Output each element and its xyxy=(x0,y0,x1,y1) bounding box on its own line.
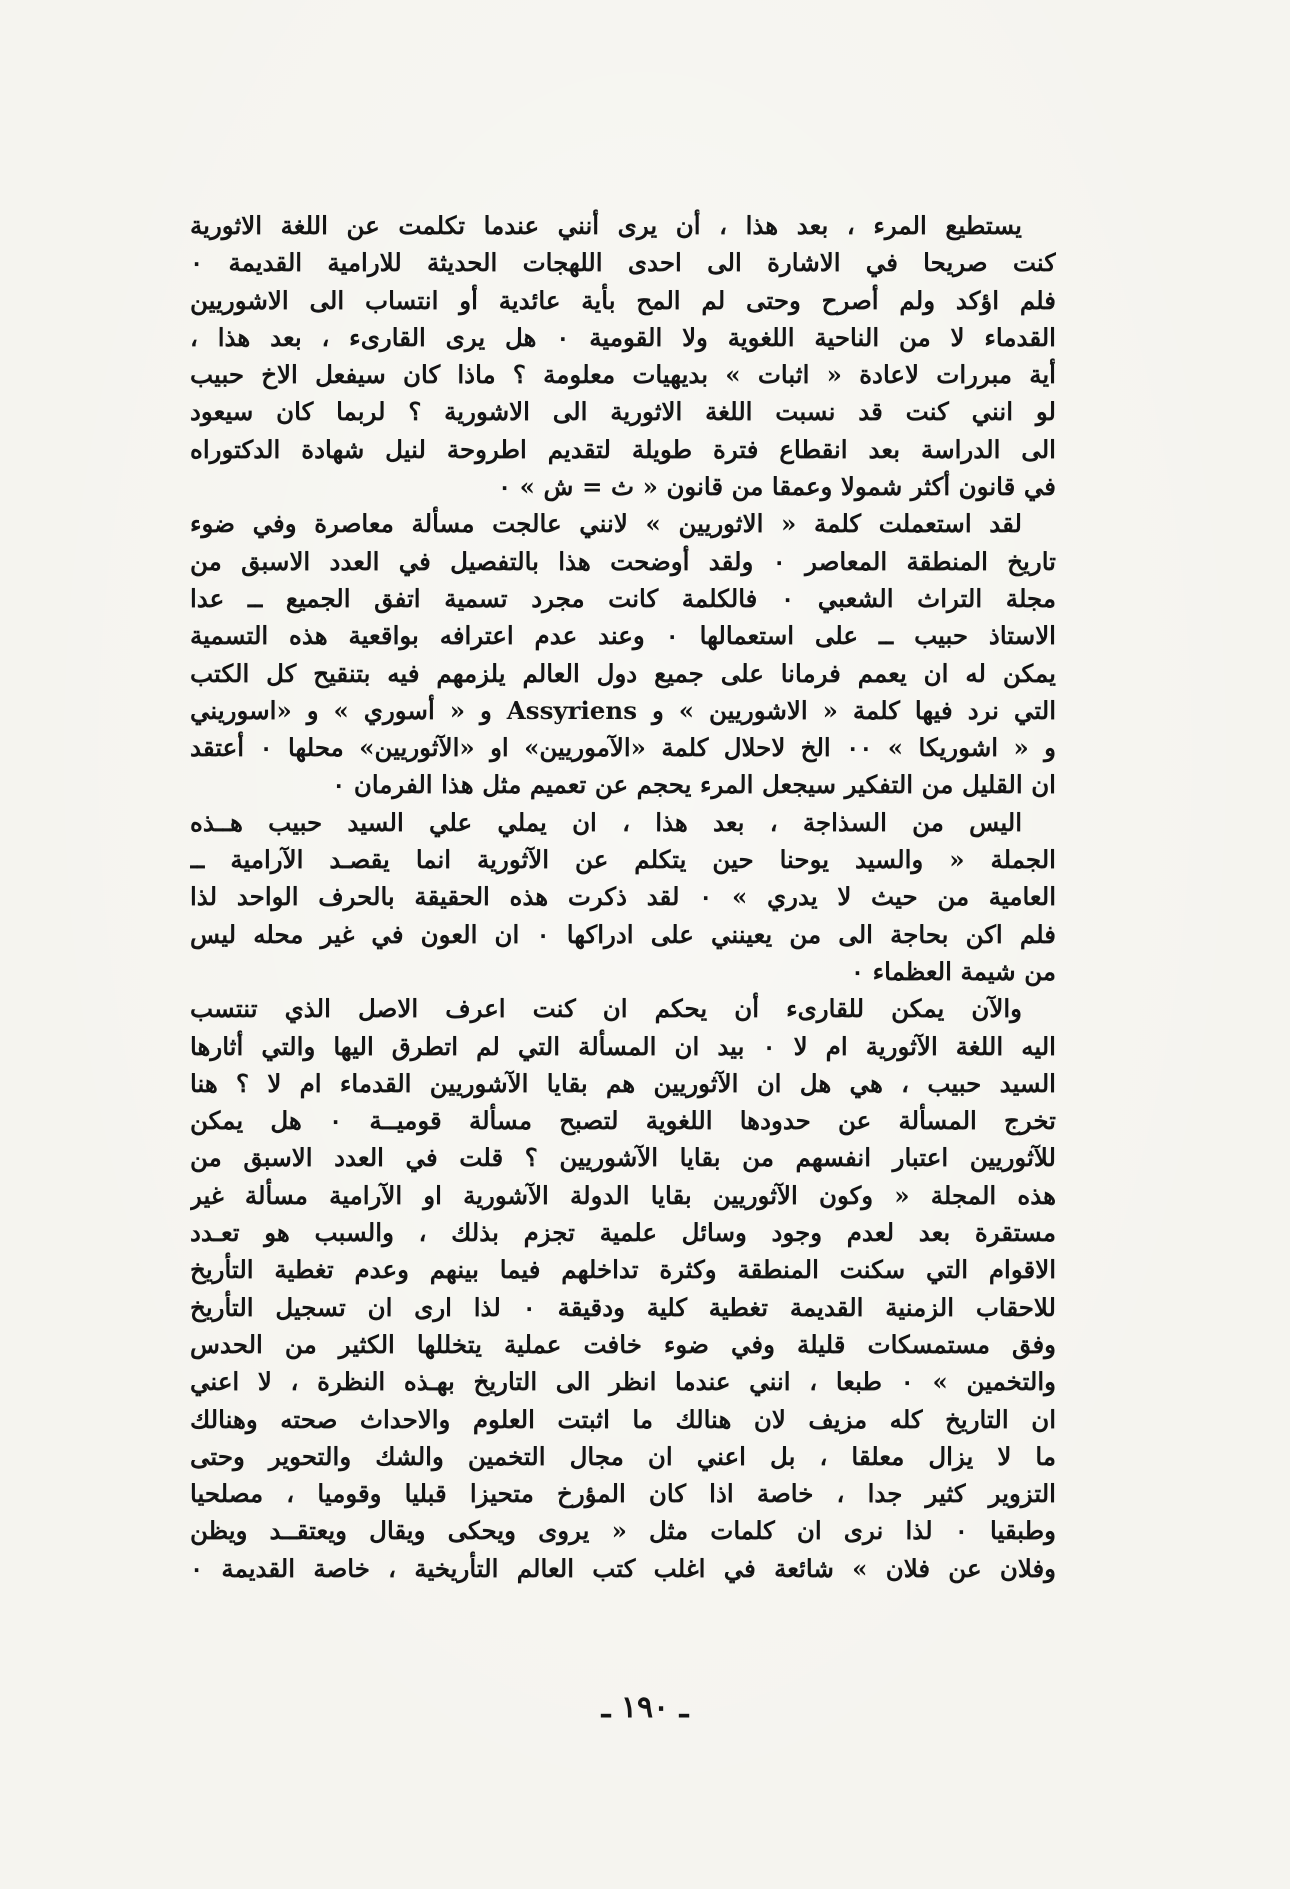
text-line: و « اشوريكا » ٠٠ الخ لاحلال كلمة «الآموريين» او «الآثوريين» محلها ٠ أعتقد xyxy=(190,733,1056,763)
text-line: للاحقاب الزمنية القديمة تغطية كلية ودقيقة ٠ لذا ارى ان تسجيل التأريخ xyxy=(190,1292,1056,1322)
text-line: وفلان عن فلان » شائعة في اغلب كتب العالم التأريخية ، خاصة القديمة ٠ xyxy=(190,1553,1056,1583)
text-line: ان التاريخ كله مزيف لان هنالك ما اثبتت العلوم والاحداث صحته وهنالك xyxy=(190,1404,1056,1434)
text-line: فلم اؤكد ولم أصرح وحتى لم المح بأية عائدية أو انتساب الى الاشوريين xyxy=(190,285,1056,315)
text-line: تخرج المسألة عن حدودها اللغوية لتصبح مسألة قوميــة ٠ هل يمكن xyxy=(190,1106,1056,1136)
text-line: اليه اللغة الآثورية ام لا ٠ بيد ان المسألة التي لم اتطرق اليها والتي أثارها xyxy=(190,1031,1056,1061)
text-line: لقد استعملت كلمة « الاثوريين » لانني عالجت مسألة معاصرة وفي ضوء xyxy=(190,509,1022,539)
text-line: في قانون أكثر شمولا وعمقا من قانون « ث = ش » ٠ xyxy=(497,472,1056,502)
text-line: وفق مستمسكات قليلة وفي ضوء خافت عملية يتخللها الكثير من الحدس xyxy=(190,1329,1056,1359)
text-line: أية مبررات لاعادة « اثبات » بديهيات معلومة ؟ ماذا كان سيفعل الاخ حبيب xyxy=(190,360,1056,390)
text-line: القدماء لا من الناحية اللغوية ولا القومية ٠ هل يرى القارىء ، بعد هذا ، xyxy=(190,322,1056,352)
text-line: الى الدراسة بعد انقطاع فترة طويلة لتقديم اطروحة لنيل شهادة الدكتوراه xyxy=(190,434,1056,464)
text-line: فلم اكن بحاجة الى من يعينني على ادراكها ٠ ان العون في غير محله ليس xyxy=(190,919,1056,949)
text-line: كنت صريحا في الاشارة الى احدى اللهجات الحديثة للارامية القديمة ٠ xyxy=(190,248,1056,278)
text-line: الجملة « والسيد يوحنا حين يتكلم عن الآثورية انما يقصـد الآرامية ــ xyxy=(190,845,1056,875)
text-line: مستقرة بعد لعدم وجود وسائل علمية تجزم بذلك ، والسبب هو تعـدد xyxy=(190,1218,1056,1248)
text-line: العامية من حيث لا يدري » ٠ لقد ذكرت هذه الحقيقة بالحرف الواحد لذا xyxy=(190,882,1056,912)
text-line: التي نرد فيها كلمة « الاشوريين » و Assyriens و « أسوري » و «اسوريني xyxy=(190,695,1056,725)
text-line: تاريخ المنطقة المعاصر ٠ ولقد أوضحت هذا بالتفصيل في العدد الاسبق من xyxy=(190,546,1056,576)
text-line: لو انني كنت قد نسبت اللغة الاثورية الى الاشورية ؟ لربما كان سيعود xyxy=(190,397,1056,427)
text-line: يستطيع المرء ، بعد هذا ، أن يرى أنني عندما تكلمت عن اللغة الاثورية xyxy=(190,211,1022,240)
text-line: الاقوام التي سكنت المنطقة وكثرة تداخلهم فيما بينهم وعدم تغطية التأريخ xyxy=(190,1255,1056,1285)
text-line: ان القليل من التفكير سيجعل المرء يحجم عن تعميم مثل هذا الفرمان ٠ xyxy=(332,770,1056,800)
text-line: السيد حبيب ، هي هل ان الآثوريين هم بقايا الآشوريين القدماء ام لا ؟ هنا xyxy=(190,1068,1056,1098)
body-text xyxy=(190,207,1056,1587)
text-line: والآن يمكن للقارىء أن يحكم ان كنت اعرف الاصل الذي تنتسب xyxy=(190,994,1022,1024)
text-line: الاستاذ حبيب ــ على استعمالها ٠ وعند عدم اعترافه بواقعية هذه التسمية xyxy=(190,621,1056,651)
text-line: من شيمة العظماء ٠ xyxy=(850,956,1056,986)
page-number: ـ ١٩٠ ـ xyxy=(601,1690,689,1725)
text-line: ما لا يزال معلقا ، بل اعني ان مجال التخمين والشك والتحوير وحتى xyxy=(190,1441,1056,1471)
text-line: يمكن له ان يعمم فرمانا على جميع دول العالم يلزمهم فيه بتنقيح كل الكتب xyxy=(190,658,1056,688)
text-line: مجلة التراث الشعبي ٠ فالكلمة كانت مجرد تسمية اتفق الجميع ــ عدا xyxy=(190,583,1056,613)
text-line: وطبقيا ٠ لذا نرى ان كلمات مثل « يروى ويحكى ويقال ويعتقــد ويظن xyxy=(190,1516,1056,1546)
text-line: هذه المجلة « وكون الآثوريين بقايا الدولة الآشورية او الآرامية مسألة غير xyxy=(190,1180,1056,1210)
text-line: اليس من السذاجة ، بعد هذا ، ان يملي علي السيد حبيب هــذه xyxy=(190,807,1022,837)
text-line: التزوير كثير جدا ، خاصة اذا كان المؤرخ متحيزا قبليا وقوميا ، مصلحيا xyxy=(190,1479,1056,1509)
text-line: للآثوريين اعتبار انفسهم من بقايا الآشوريين ؟ قلت في العدد الاسبق من xyxy=(190,1143,1056,1173)
text-line: والتخمين » ٠ طبعا ، انني عندما انظر الى التاريخ بهـذه النظرة ، لا اعني xyxy=(190,1367,1056,1397)
